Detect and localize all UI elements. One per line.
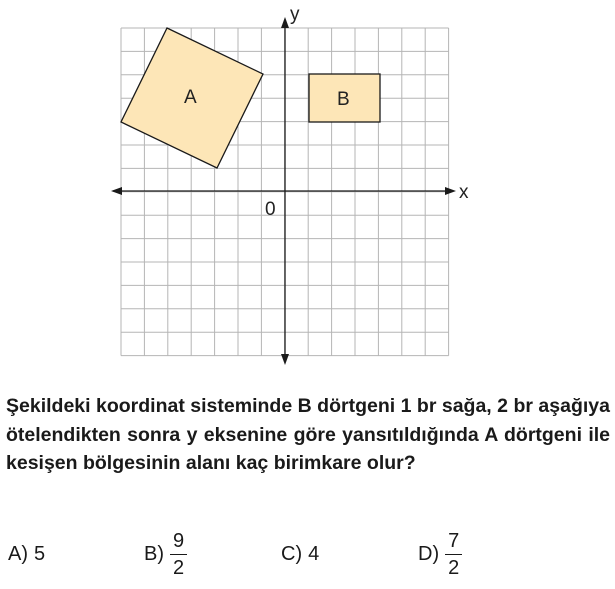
choice-b-denominator: 2 (170, 554, 187, 579)
choice-a-value: 5 (34, 542, 46, 565)
shape-b-label: B (337, 89, 350, 110)
origin-label: 0 (265, 199, 276, 220)
choice-d-fraction (445, 530, 462, 579)
choice-c-value: 4 (308, 542, 320, 565)
y-axis-top-arrow (281, 17, 289, 28)
choice-b-fraction (170, 530, 187, 579)
question-text: Şekildeki koordinat sisteminde B dörtgeni 1 br sağa, 2 br aşağıya ötelendikten sonra y eksenine göre yansıtıldığında A dörtgeni ile kesişen bölgesinin alanı kaç birimkare olur? (6, 395, 610, 474)
choice-b-numerator: 9 (173, 529, 185, 552)
shape-a-label: A (184, 87, 197, 108)
choice-b-letter: B) (144, 542, 164, 565)
x-axis-right-arrow (445, 187, 456, 195)
choice-d-letter: D) (418, 542, 440, 565)
y-axis-bottom-arrow (281, 354, 289, 365)
y-axis-label: y (290, 4, 300, 25)
choice-d-numerator: 7 (448, 529, 460, 552)
choice-a-letter: A) (8, 542, 28, 565)
x-axis-label: x (459, 182, 469, 203)
choice-c[interactable] (281, 524, 319, 584)
x-axis-left-arrow (111, 187, 122, 195)
choice-b[interactable] (144, 524, 187, 584)
choice-c-letter: C) (281, 542, 303, 565)
choice-d-denominator: 2 (445, 554, 462, 579)
choice-a[interactable] (8, 524, 45, 584)
choice-d[interactable] (418, 524, 462, 584)
